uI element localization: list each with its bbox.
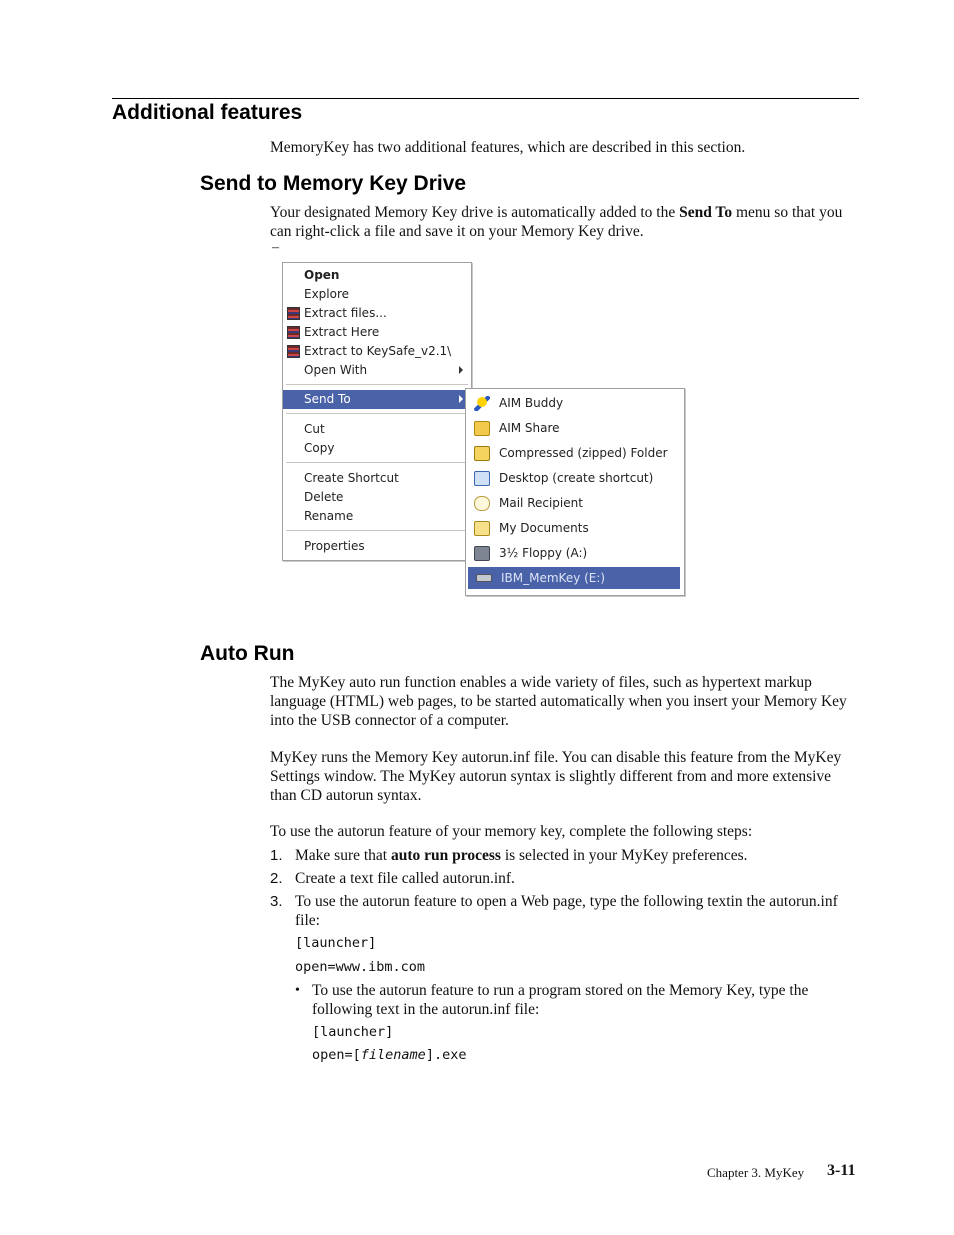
menu-item-open[interactable]: Open bbox=[304, 268, 340, 282]
heading-auto-run: Auto Run bbox=[200, 642, 295, 665]
submenu-item-ibm-memkey[interactable]: IBM_MemKey (E:) bbox=[468, 567, 680, 589]
step-number: 1. bbox=[270, 847, 283, 864]
menu-separator bbox=[286, 413, 468, 414]
submenu-item-compressed-folder[interactable]: Compressed (zipped) Folder bbox=[466, 444, 684, 463]
heading-additional-features: Additional features bbox=[112, 101, 303, 124]
step-2: Create a text file called autorun.inf. bbox=[295, 870, 515, 887]
menu-item-explore[interactable]: Explore bbox=[304, 287, 350, 301]
menu-separator bbox=[286, 384, 468, 385]
top-rule bbox=[112, 98, 859, 99]
menu-item-extract-to[interactable]: Extract to KeySafe_v2.1\ bbox=[283, 342, 471, 361]
documents-folder-icon bbox=[474, 521, 490, 536]
step-number: 3. bbox=[270, 893, 283, 910]
code-open-filename: open=[filename].exe bbox=[312, 1047, 467, 1063]
dash-mark: – bbox=[272, 240, 279, 255]
desktop-icon bbox=[474, 471, 490, 486]
additional-intro: MemoryKey has two additional features, which are described in this section. bbox=[270, 139, 746, 156]
footer-chapter: Chapter 3. MyKey bbox=[707, 1165, 805, 1180]
footer-page-number: 3-11 bbox=[827, 1162, 856, 1179]
auto-run-para-3: To use the autorun feature of your memory key, complete the following steps: bbox=[270, 823, 753, 840]
menu-item-delete[interactable]: Delete bbox=[304, 490, 344, 504]
aim-share-icon bbox=[474, 421, 490, 436]
floppy-drive-icon bbox=[474, 546, 490, 561]
menu-item-extract-here[interactable]: Extract Here bbox=[283, 323, 471, 342]
step-number: 2. bbox=[270, 870, 283, 887]
submenu-item-mail-recipient[interactable]: Mail Recipient bbox=[466, 494, 684, 513]
step-1-bold: auto run process bbox=[390, 847, 501, 864]
archive-icon bbox=[287, 307, 300, 320]
auto-run-para-2: MyKey runs the Memory Key autorun.inf file. You can disable this feature from the MyKey Settings window. The MyKey autorun syntax is slightly different from and more extensive than CD autorun syntax. bbox=[270, 749, 842, 804]
menu-item-create-shortcut[interactable]: Create Shortcut bbox=[304, 471, 399, 485]
submenu-item-aim-buddy[interactable]: AIM Buddy bbox=[466, 394, 684, 413]
menu-separator bbox=[286, 530, 468, 531]
auto-run-para-1: The MyKey auto run function enables a wide variety of files, such as hypertext markup language (HTML) web pages, to be started automatically when you insert your Memory Key into the USB connector of a computer. bbox=[270, 674, 847, 729]
mail-icon bbox=[474, 496, 490, 511]
menu-item-rename[interactable]: Rename bbox=[304, 509, 354, 523]
send-to-submenu bbox=[465, 388, 685, 596]
menu-item-open-with[interactable]: Open With bbox=[283, 361, 471, 380]
menu-separator bbox=[286, 462, 468, 463]
submenu-arrow-icon bbox=[459, 366, 463, 374]
bullet-text: To use the autorun feature to run a program stored on the Memory Key, type the following text in the autorun.inf file: bbox=[312, 982, 809, 1018]
code-open-url: open=www.ibm.com bbox=[295, 959, 426, 975]
heading-send-to: Send to Memory Key Drive bbox=[200, 172, 467, 195]
submenu-item-aim-share[interactable]: AIM Share bbox=[466, 419, 684, 438]
send-to-paragraph: Your designated Memory Key drive is automatically added to the Send To menu so that you can right-click a file and save it on your Memory Key drive. bbox=[270, 204, 843, 240]
context-menu bbox=[282, 262, 472, 561]
step-3: To use the autorun feature to open a Web page, type the following textin the autorun.inf file: bbox=[295, 893, 838, 929]
aim-buddy-icon bbox=[474, 396, 490, 411]
menu-item-extract-files[interactable]: Extract files... bbox=[283, 304, 471, 323]
submenu-item-my-documents[interactable]: My Documents bbox=[466, 519, 684, 538]
code-launcher-2: [launcher] bbox=[312, 1024, 394, 1040]
archive-icon bbox=[287, 326, 300, 339]
step-1: Make sure that auto run process is selected in your MyKey preferences. bbox=[295, 847, 748, 864]
code-launcher-1: [launcher] bbox=[295, 935, 377, 951]
menu-item-send-to[interactable]: Send To bbox=[283, 390, 471, 409]
archive-icon bbox=[287, 345, 300, 358]
submenu-item-floppy[interactable]: 3½ Floppy (A:) bbox=[466, 544, 684, 563]
menu-item-properties[interactable]: Properties bbox=[304, 539, 365, 553]
submenu-arrow-icon bbox=[459, 395, 463, 403]
menu-item-cut[interactable]: Cut bbox=[304, 422, 325, 436]
send-to-bold: Send To bbox=[679, 204, 733, 221]
bullet-mark: • bbox=[295, 983, 300, 998]
submenu-item-desktop[interactable]: Desktop (create shortcut) bbox=[466, 469, 684, 488]
menu-item-copy[interactable]: Copy bbox=[304, 441, 335, 455]
usb-drive-icon bbox=[476, 574, 492, 582]
zip-folder-icon bbox=[474, 446, 490, 461]
